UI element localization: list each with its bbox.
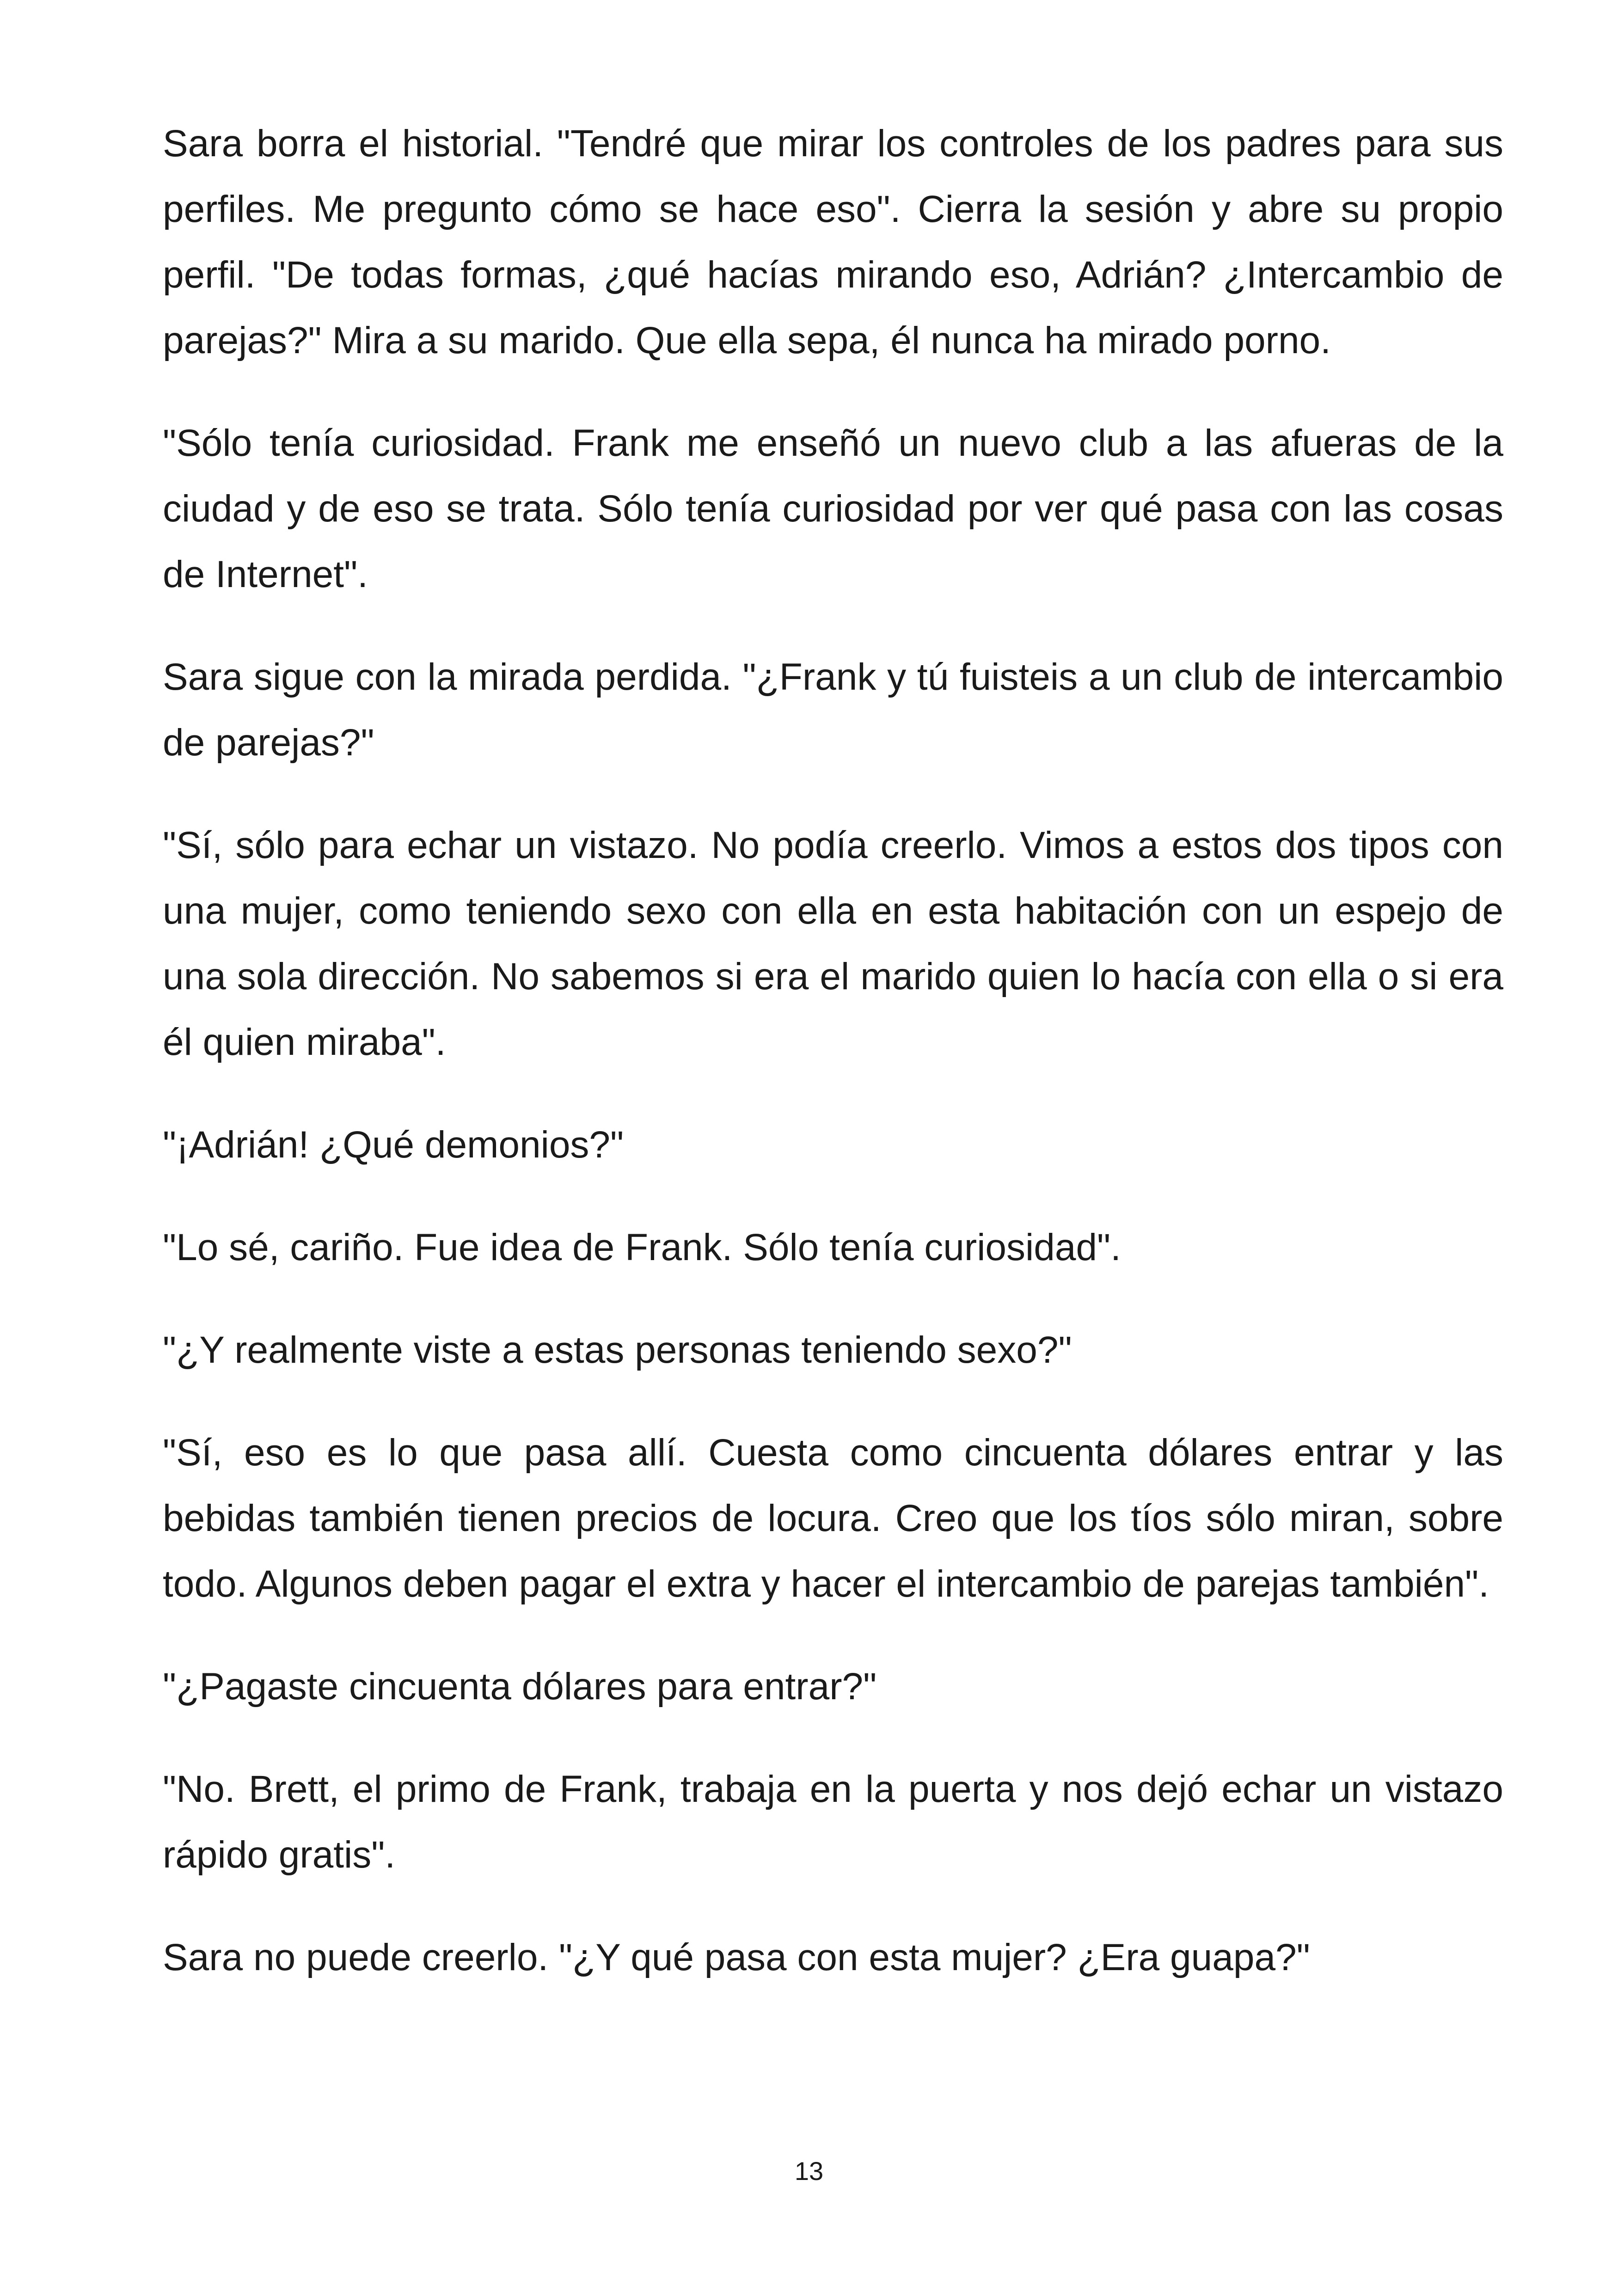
paragraph-4: "Sí, sólo para echar un vistazo. No podía creerlo. Vimos a estos dos tipos con una mujer, como teniendo sexo con ella en esta habitación con un espejo de una sola dirección. No sabemos si era el marido quien lo hacía con ella o si era él quien miraba". [163, 824, 1503, 1063]
paragraph-9: "¿Pagaste cincuenta dólares para entrar?" [163, 1665, 877, 1708]
page-number: 13 [794, 2156, 824, 2186]
paragraph-8: "Sí, eso es lo que pasa allí. Cuesta como cincuenta dólares entrar y las bebidas también tienen precios de locura. Creo que los tíos sólo miran, sobre todo. Algunos deben pagar el extra y hacer el intercambio de parejas también". [163, 1432, 1503, 1605]
paragraph-5: "¡Adrián! ¿Qué demonios?" [163, 1124, 624, 1166]
body-text [163, 111, 1503, 2027]
paragraph-10: "No. Brett, el primo de Frank, trabaja en la puerta y nos dejó echar un vistazo rápido gratis". [163, 1768, 1503, 1876]
paragraph-1: Sara borra el historial. "Tendré que mirar los controles de los padres para sus perfiles. Me pregunto cómo se hace eso". Cierra la sesión y abre su propio perfil. "De todas formas, ¿qué hacías mirando eso, Adrián? ¿Intercambio de parejas?" Mira a su marido. Que ella sepa, él nunca ha mirado porno. [163, 122, 1503, 361]
paragraph-2: "Sólo tenía curiosidad. Frank me enseñó un nuevo club a las afueras de la ciudad y de eso se trata. Sólo tenía curiosidad por ver qué pasa con las cosas de Internet". [163, 422, 1503, 595]
paragraph-3: Sara sigue con la mirada perdida. "¿Frank y tú fuisteis a un club de intercambio de parejas?" [163, 656, 1503, 764]
paragraph-11: Sara no puede creerlo. "¿Y qué pasa con esta mujer? ¿Era guapa?" [163, 1936, 1310, 1978]
paragraph-6: "Lo sé, cariño. Fue idea de Frank. Sólo tenía curiosidad". [163, 1226, 1121, 1268]
paragraph-7: "¿Y realmente viste a estas personas teniendo sexo?" [163, 1329, 1072, 1371]
